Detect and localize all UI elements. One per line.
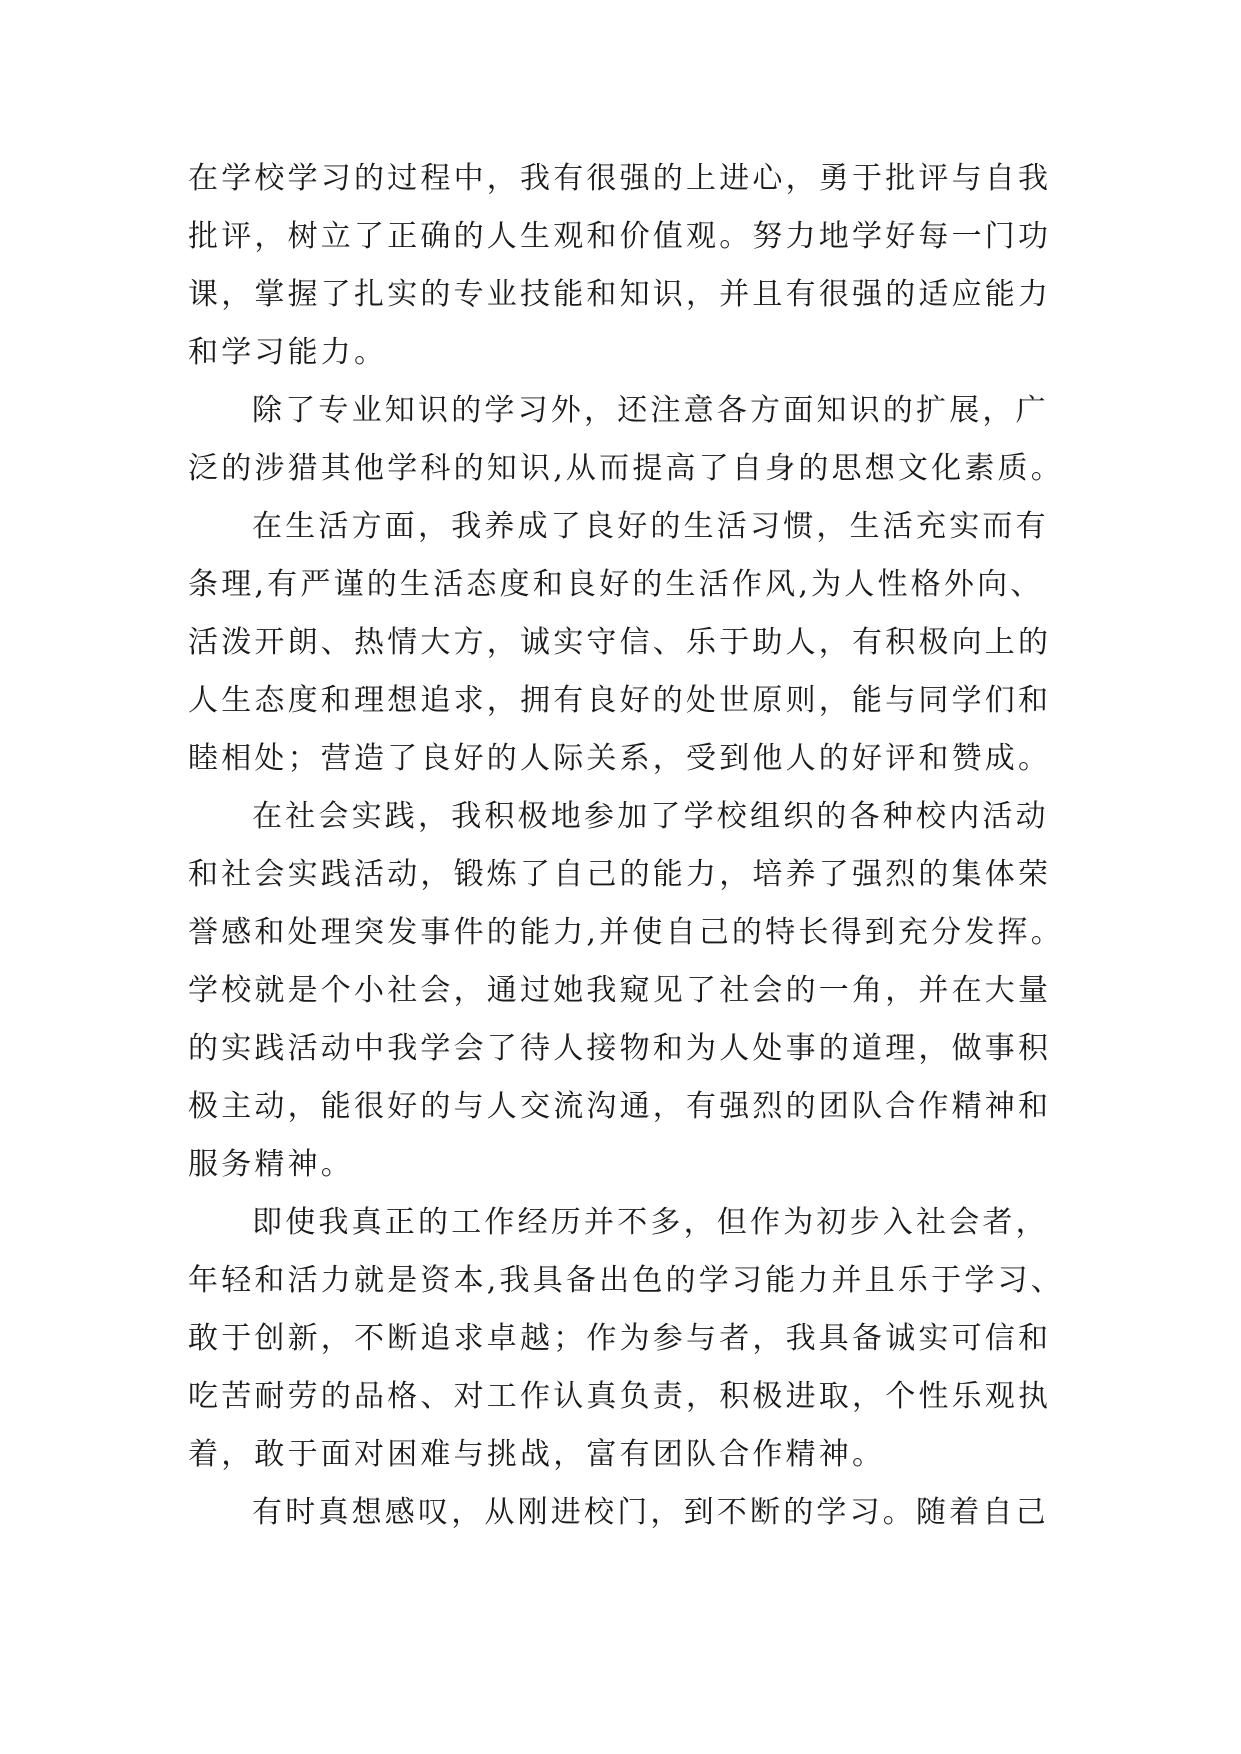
text-line: 泛的涉猎其他学科的知识,从而提高了自身的思想文化素质。 — [188, 451, 1064, 486]
text-line: 誉感和处理突发事件的能力,并使自己的特长得到充分发挥。 — [188, 915, 1064, 950]
text-line: 敢于创新，不断追求卓越；作为参与者，我具备诚实可信和 — [188, 1321, 1052, 1356]
text-line: 在生活方面，我养成了良好的生活习惯，生活充实而有 — [252, 509, 1049, 544]
text-line: 活泼开朗、热情大方，诚实守信、乐于助人，有积极向上的 — [188, 625, 1052, 660]
text-line: 年轻和活力就是资本,我具备出色的学习能力并且乐于学习、 — [188, 1263, 1064, 1298]
text-line: 极主动，能很好的与人交流沟通，有强烈的团队合作精神和 — [188, 1089, 1052, 1124]
text-line: 着，敢于面对困难与挑战，富有团队合作精神。 — [188, 1437, 886, 1472]
text-line: 课，掌握了扎实的专业技能和知识，并且有很强的适应能力 — [188, 277, 1052, 312]
text-line: 人生态度和理想追求，拥有良好的处世原则，能与同学们和 — [188, 683, 1052, 718]
text-line: 批评，树立了正确的人生观和价值观。努力地学好每一门功 — [188, 219, 1052, 254]
text-line: 在学校学习的过程中，我有很强的上进心，勇于批评与自我 — [188, 161, 1052, 196]
text-line: 和社会实践活动，锻炼了自己的能力，培养了强烈的集体荣 — [188, 857, 1052, 892]
text-line: 即使我真正的工作经历并不多，但作为初步入社会者， — [252, 1205, 1049, 1240]
text-line: 除了专业知识的学习外，还注意各方面知识的扩展，广 — [252, 393, 1049, 428]
text-line: 学校就是个小社会，通过她我窥见了社会的一角，并在大量 — [188, 973, 1052, 1008]
text-line: 吃苦耐劳的品格、对工作认真负责，积极进取，个性乐观执 — [188, 1379, 1052, 1414]
text-line: 服务精神。 — [188, 1147, 354, 1182]
text-line: 的实践活动中我学会了待人接物和为人处事的道理，做事积 — [188, 1031, 1052, 1066]
text-line: 有时真想感叹，从刚进校门，到不断的学习。随着自己 — [252, 1495, 1049, 1530]
text-line: 条理,有严谨的生活态度和良好的生活作风,为人性格外向、 — [188, 567, 1044, 602]
text-line: 在社会实践，我积极地参加了学校组织的各种校内活动 — [252, 799, 1049, 834]
text-line: 和学习能力。 — [188, 335, 388, 370]
document-body — [188, 150, 1064, 1542]
text-line: 睦相处；营造了良好的人际关系，受到他人的好评和赞成。 — [188, 741, 1052, 776]
